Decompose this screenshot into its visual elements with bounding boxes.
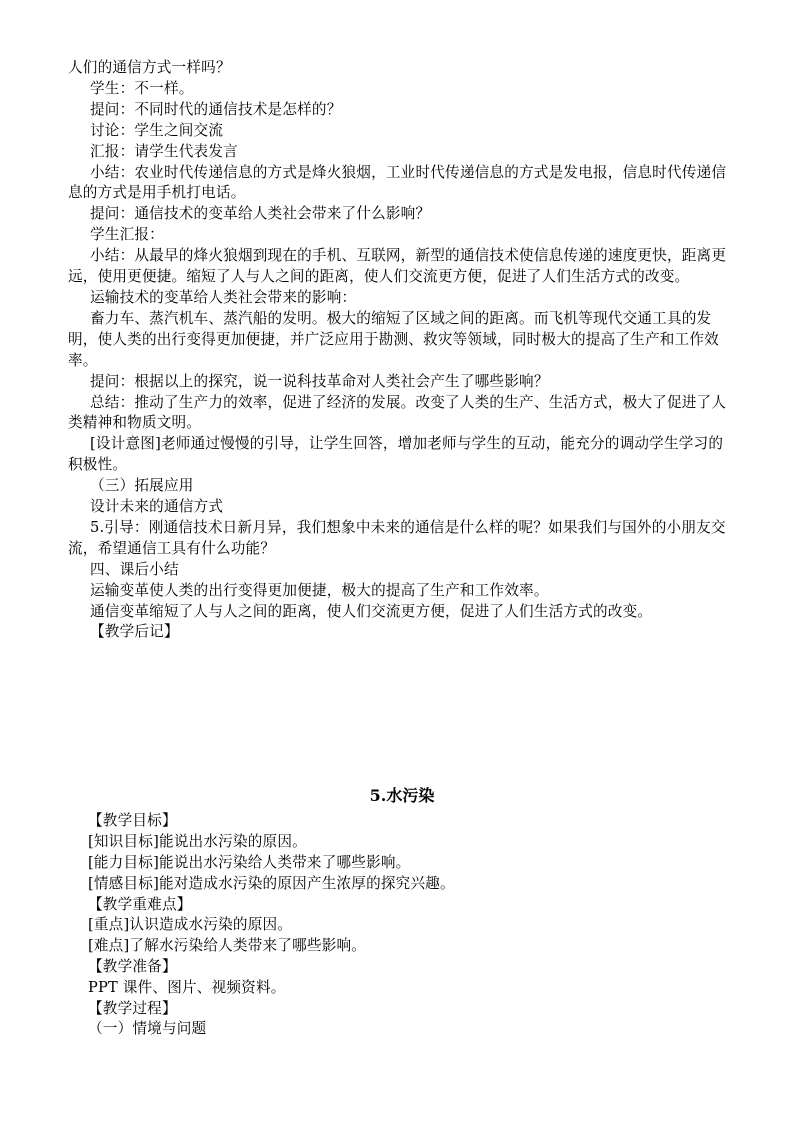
paragraph: 运输技术的变革给人类社会带来的影响： <box>90 288 357 306</box>
lesson-body-part2 <box>68 811 736 1040</box>
paragraph: 【教学后记】 <box>90 623 179 641</box>
paragraph: [能力目标]能说出水污染给人类带来了哪些影响。 <box>88 853 411 871</box>
paragraph: [重点]认识造成水污染的原因。 <box>88 916 293 934</box>
paragraph: [设计意图]老师通过慢慢的引导，让学生回答，增加老师与学生的互动，能充分的调动学生学习的积极性。 <box>68 435 724 474</box>
paragraph: [难点]了解水污染给人类带来了哪些影响。 <box>88 937 367 955</box>
paragraph: 总结：推动了生产力的效率，促进了经济的发展。改变了人类的生产、生活方式，极大了促进了人类精神和物质文明。 <box>68 393 727 432</box>
paragraph: 提问：通信技术的变革给人类社会带来了什么影响？ <box>90 205 431 223</box>
paragraph: 人们的通信方式一样吗？ <box>68 59 231 76</box>
paragraph: 汇报：请学生代表发言 <box>90 142 238 160</box>
paragraph: （三）拓展应用 <box>90 477 194 495</box>
paragraph: 【教学重难点】 <box>88 895 192 913</box>
paragraph: 学生汇报： <box>90 226 164 244</box>
paragraph: 小结：从最早的烽火狼烟到现在的手机、互联网，新型的通信技术使信息传递的速度更快，距离更远，使用更便捷。缩短了人与人之间的距离，使人们交流更方便，促进了人们生活方式的改变。 <box>68 247 727 286</box>
lesson-title: 5.水污染 <box>369 786 435 806</box>
paragraph: 通信变革缩短了人与人之间的距离，使人们交流更方便，促进了人们生活方式的改变。 <box>90 602 653 620</box>
paragraph: 畜力车、蒸汽机车、蒸汽船的发明。极大的缩短了区域之间的距离。而飞机等现代交通工具的发明，使人类的出行变得更加便捷，并广泛应用于勘测、救灾等领域，同时极大的提高了生产和工作效率。 <box>68 309 719 369</box>
paragraph: 运输变革使人类的出行变得更加便捷，极大的提高了生产和工作效率。 <box>90 581 549 599</box>
paragraph: [知识目标]能说出水污染的原因。 <box>88 833 307 851</box>
paragraph: [情感目标]能对造成水污染的原因产生浓厚的探究兴趣。 <box>88 874 455 892</box>
blank-gap <box>68 643 736 785</box>
paragraph: PPT 课件、图片、视频资料。 <box>88 978 286 996</box>
paragraph: 【教学准备】 <box>88 957 177 975</box>
paragraph: 四、课后小结 <box>90 560 179 578</box>
paragraph: 小结：农业时代传递信息的方式是烽火狼烟，工业时代传递信息的方式是发电报，信息时代传递信息的方式是用手机打电话。 <box>68 163 727 202</box>
paragraph: 学生：不一样。 <box>90 79 194 97</box>
lesson-body-part1 <box>68 58 736 643</box>
paragraph: （一）情境与问题 <box>88 1020 207 1038</box>
paragraph: 提问：根据以上的探究，说一说科技革命对人类社会产生了哪些影响？ <box>90 372 549 390</box>
document-page <box>68 58 736 1040</box>
paragraph: 【教学过程】 <box>88 999 177 1017</box>
paragraph: 5.引导：刚通信技术日新月异，我们想象中未来的通信是什么样的呢？如果我们与国外的小朋友交流，希望通信工具有什么功能？ <box>68 518 726 557</box>
paragraph: 设计未来的通信方式 <box>90 498 224 516</box>
paragraph: 【教学目标】 <box>88 812 177 830</box>
paragraph: 提问：不同时代的通信技术是怎样的？ <box>90 100 342 118</box>
paragraph: 讨论：学生之间交流 <box>90 121 224 139</box>
